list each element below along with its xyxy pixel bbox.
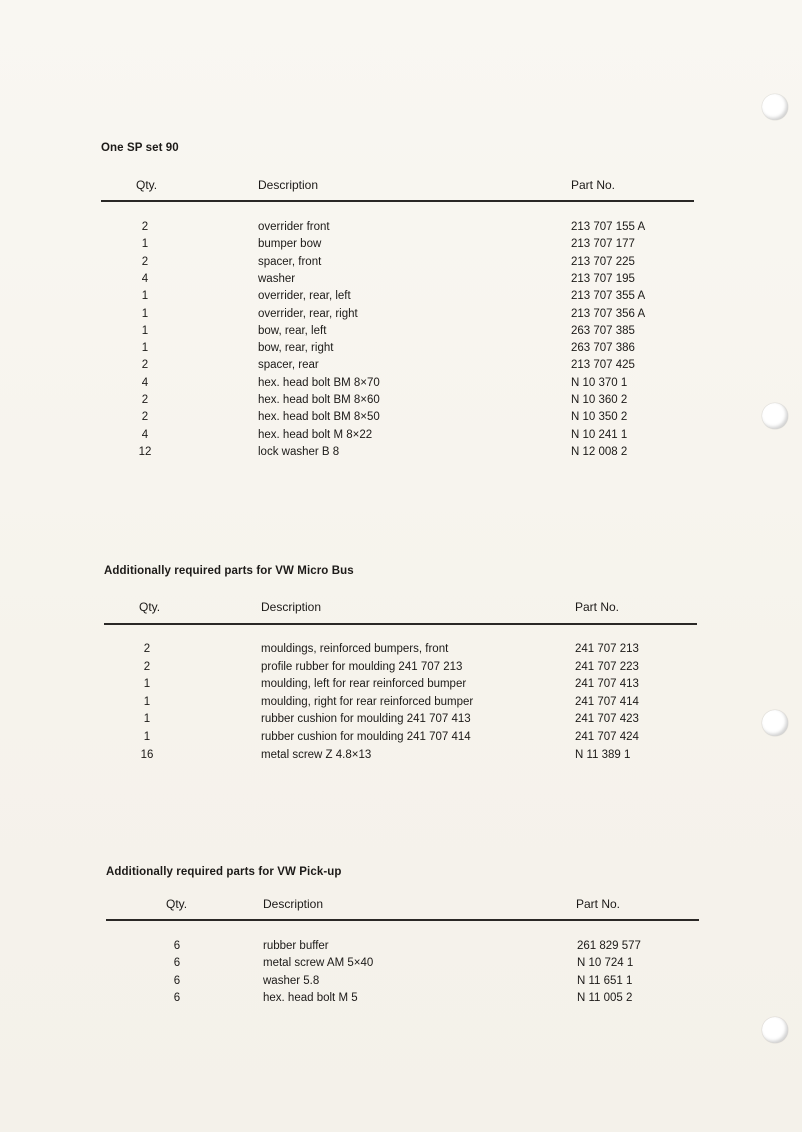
qty-cell: 1	[141, 307, 149, 320]
description-cell: mouldings, reinforced bumpers, front	[261, 643, 449, 655]
punch-hole-1	[762, 94, 788, 120]
table-row	[0, 749, 802, 766]
header-rule	[106, 919, 699, 921]
part-no-cell: N 10 360 2	[571, 394, 628, 406]
qty-cell: 1	[141, 238, 149, 251]
part-no-cell: 213 707 225	[571, 255, 635, 268]
description-cell: hex. head bolt M 5	[263, 991, 358, 1004]
description-cell: washer 5.8	[263, 974, 320, 987]
description-cell: lock washer B 8	[258, 445, 340, 458]
qty-cell: 2	[141, 411, 149, 424]
description-cell: rubber buffer	[263, 940, 329, 952]
qty-cell: 4	[141, 376, 149, 389]
description-cell: hex. head bolt M 8×22	[258, 428, 373, 441]
part-no-cell: N 10 724 1	[577, 957, 634, 970]
section-title-micro-bus: Additionally required parts for VW Micro Bus	[104, 565, 354, 577]
description-cell: overrider, rear, right	[258, 307, 358, 320]
qty-cell: 1	[143, 713, 151, 726]
qty-cell: 6	[173, 974, 181, 987]
part-no-cell: 261 829 577	[577, 940, 641, 952]
qty-cell: 1	[141, 290, 149, 303]
description-cell: washer	[258, 272, 296, 285]
part-no-cell: N 10 241 1	[571, 428, 628, 441]
description-cell: rubber cushion for moulding 241 707 413	[261, 713, 471, 726]
qty-cell: 1	[143, 695, 151, 708]
table-row	[0, 238, 802, 255]
header-qty: Qty.	[136, 178, 158, 192]
section-title-pick-up: Additionally required parts for VW Pick-up	[106, 866, 342, 878]
table-row	[0, 411, 802, 428]
part-no-cell: 263 707 386	[571, 342, 635, 355]
table-row	[0, 325, 802, 342]
part-no-cell: 241 707 424	[575, 731, 639, 743]
table-row	[0, 308, 802, 325]
table-row	[0, 940, 802, 957]
part-no-cell: 241 707 423	[575, 713, 639, 726]
description-cell: hex. head bolt BM 8×50	[258, 411, 380, 424]
qty-cell: 6	[173, 991, 181, 1004]
part-no-cell: 241 707 213	[575, 643, 639, 655]
table-row	[0, 446, 802, 463]
description-cell: metal screw AM 5×40	[263, 957, 374, 970]
table-row	[0, 273, 802, 290]
header-qty: Qty.	[139, 600, 161, 614]
part-no-cell: N 11 005 2	[577, 991, 633, 1004]
qty-cell: 2	[141, 359, 149, 372]
qty-cell: 2	[141, 255, 149, 268]
table-row	[0, 429, 802, 446]
description-cell: profile rubber for moulding 241 707 213	[261, 660, 463, 673]
description-cell: hex. head bolt BM 8×60	[258, 394, 380, 406]
section-title-sp-set-90: One SP set 90	[101, 142, 179, 154]
part-no-cell: N 11 651 1	[577, 974, 633, 987]
table-row	[0, 975, 802, 992]
qty-cell: 1	[141, 342, 149, 355]
description-cell: overrider front	[258, 221, 330, 233]
part-no-cell: 213 707 155 A	[571, 221, 646, 233]
table-row	[0, 377, 802, 394]
qty-cell: 4	[141, 272, 149, 285]
header-part-no: Part No.	[576, 897, 621, 911]
description-cell: spacer, rear	[258, 359, 319, 372]
header-description: Description	[258, 178, 319, 192]
table-row	[0, 992, 802, 1009]
header-rule	[101, 200, 694, 202]
header-part-no: Part No.	[571, 178, 616, 192]
qty-cell: 6	[173, 940, 181, 952]
part-no-cell: 241 707 413	[575, 678, 639, 691]
table-row	[0, 342, 802, 359]
qty-cell: 2	[143, 643, 151, 655]
table-row	[0, 394, 802, 411]
description-cell: moulding, right for rear reinforced bumper	[261, 695, 474, 708]
part-no-cell: 241 707 223	[575, 660, 639, 673]
part-no-cell: 213 707 177	[571, 238, 635, 251]
header-qty: Qty.	[166, 897, 188, 911]
table-row	[0, 221, 802, 238]
part-no-cell: 263 707 385	[571, 324, 635, 337]
table-row	[0, 643, 802, 660]
qty-cell: 16	[140, 748, 154, 761]
table-row	[0, 256, 802, 273]
part-no-cell: 213 707 356 A	[571, 307, 646, 320]
description-cell: bow, rear, left	[258, 324, 327, 337]
qty-cell: 12	[138, 445, 152, 458]
description-cell: spacer, front	[258, 255, 322, 268]
header-rule	[104, 623, 697, 625]
description-cell: rubber cushion for moulding 241 707 414	[261, 731, 471, 743]
description-cell: bumper bow	[258, 238, 322, 251]
table-row	[0, 957, 802, 974]
qty-cell: 6	[173, 957, 181, 970]
qty-cell: 1	[143, 731, 151, 743]
description-cell: bow, rear, right	[258, 342, 334, 355]
description-cell: metal screw Z 4.8×13	[261, 748, 372, 761]
description-cell: moulding, left for rear reinforced bumper	[261, 678, 467, 691]
part-no-cell: N 12 008 2	[571, 445, 628, 458]
table-row	[0, 731, 802, 748]
part-no-cell: N 10 350 2	[571, 411, 628, 424]
qty-cell: 2	[143, 660, 151, 673]
qty-cell: 4	[141, 428, 149, 441]
table-row	[0, 678, 802, 695]
qty-cell: 1	[143, 678, 151, 691]
header-part-no: Part No.	[575, 600, 620, 614]
qty-cell: 2	[141, 221, 149, 233]
part-no-cell: N 11 389 1	[575, 748, 631, 761]
table-row	[0, 359, 802, 376]
part-no-cell: N 10 370 1	[571, 376, 628, 389]
part-no-cell: 213 707 355 A	[571, 290, 646, 303]
qty-cell: 1	[141, 324, 149, 337]
part-no-cell: 213 707 425	[571, 359, 635, 372]
description-cell: hex. head bolt BM 8×70	[258, 376, 380, 389]
table-row	[0, 661, 802, 678]
header-description: Description	[261, 600, 322, 614]
description-cell: overrider, rear, left	[258, 290, 351, 303]
table-row	[0, 290, 802, 307]
header-description: Description	[263, 897, 324, 911]
table-row	[0, 713, 802, 730]
punch-hole-4	[762, 1017, 788, 1043]
table-row	[0, 696, 802, 713]
qty-cell: 2	[141, 394, 149, 406]
part-no-cell: 241 707 414	[575, 695, 639, 708]
part-no-cell: 213 707 195	[571, 272, 635, 285]
